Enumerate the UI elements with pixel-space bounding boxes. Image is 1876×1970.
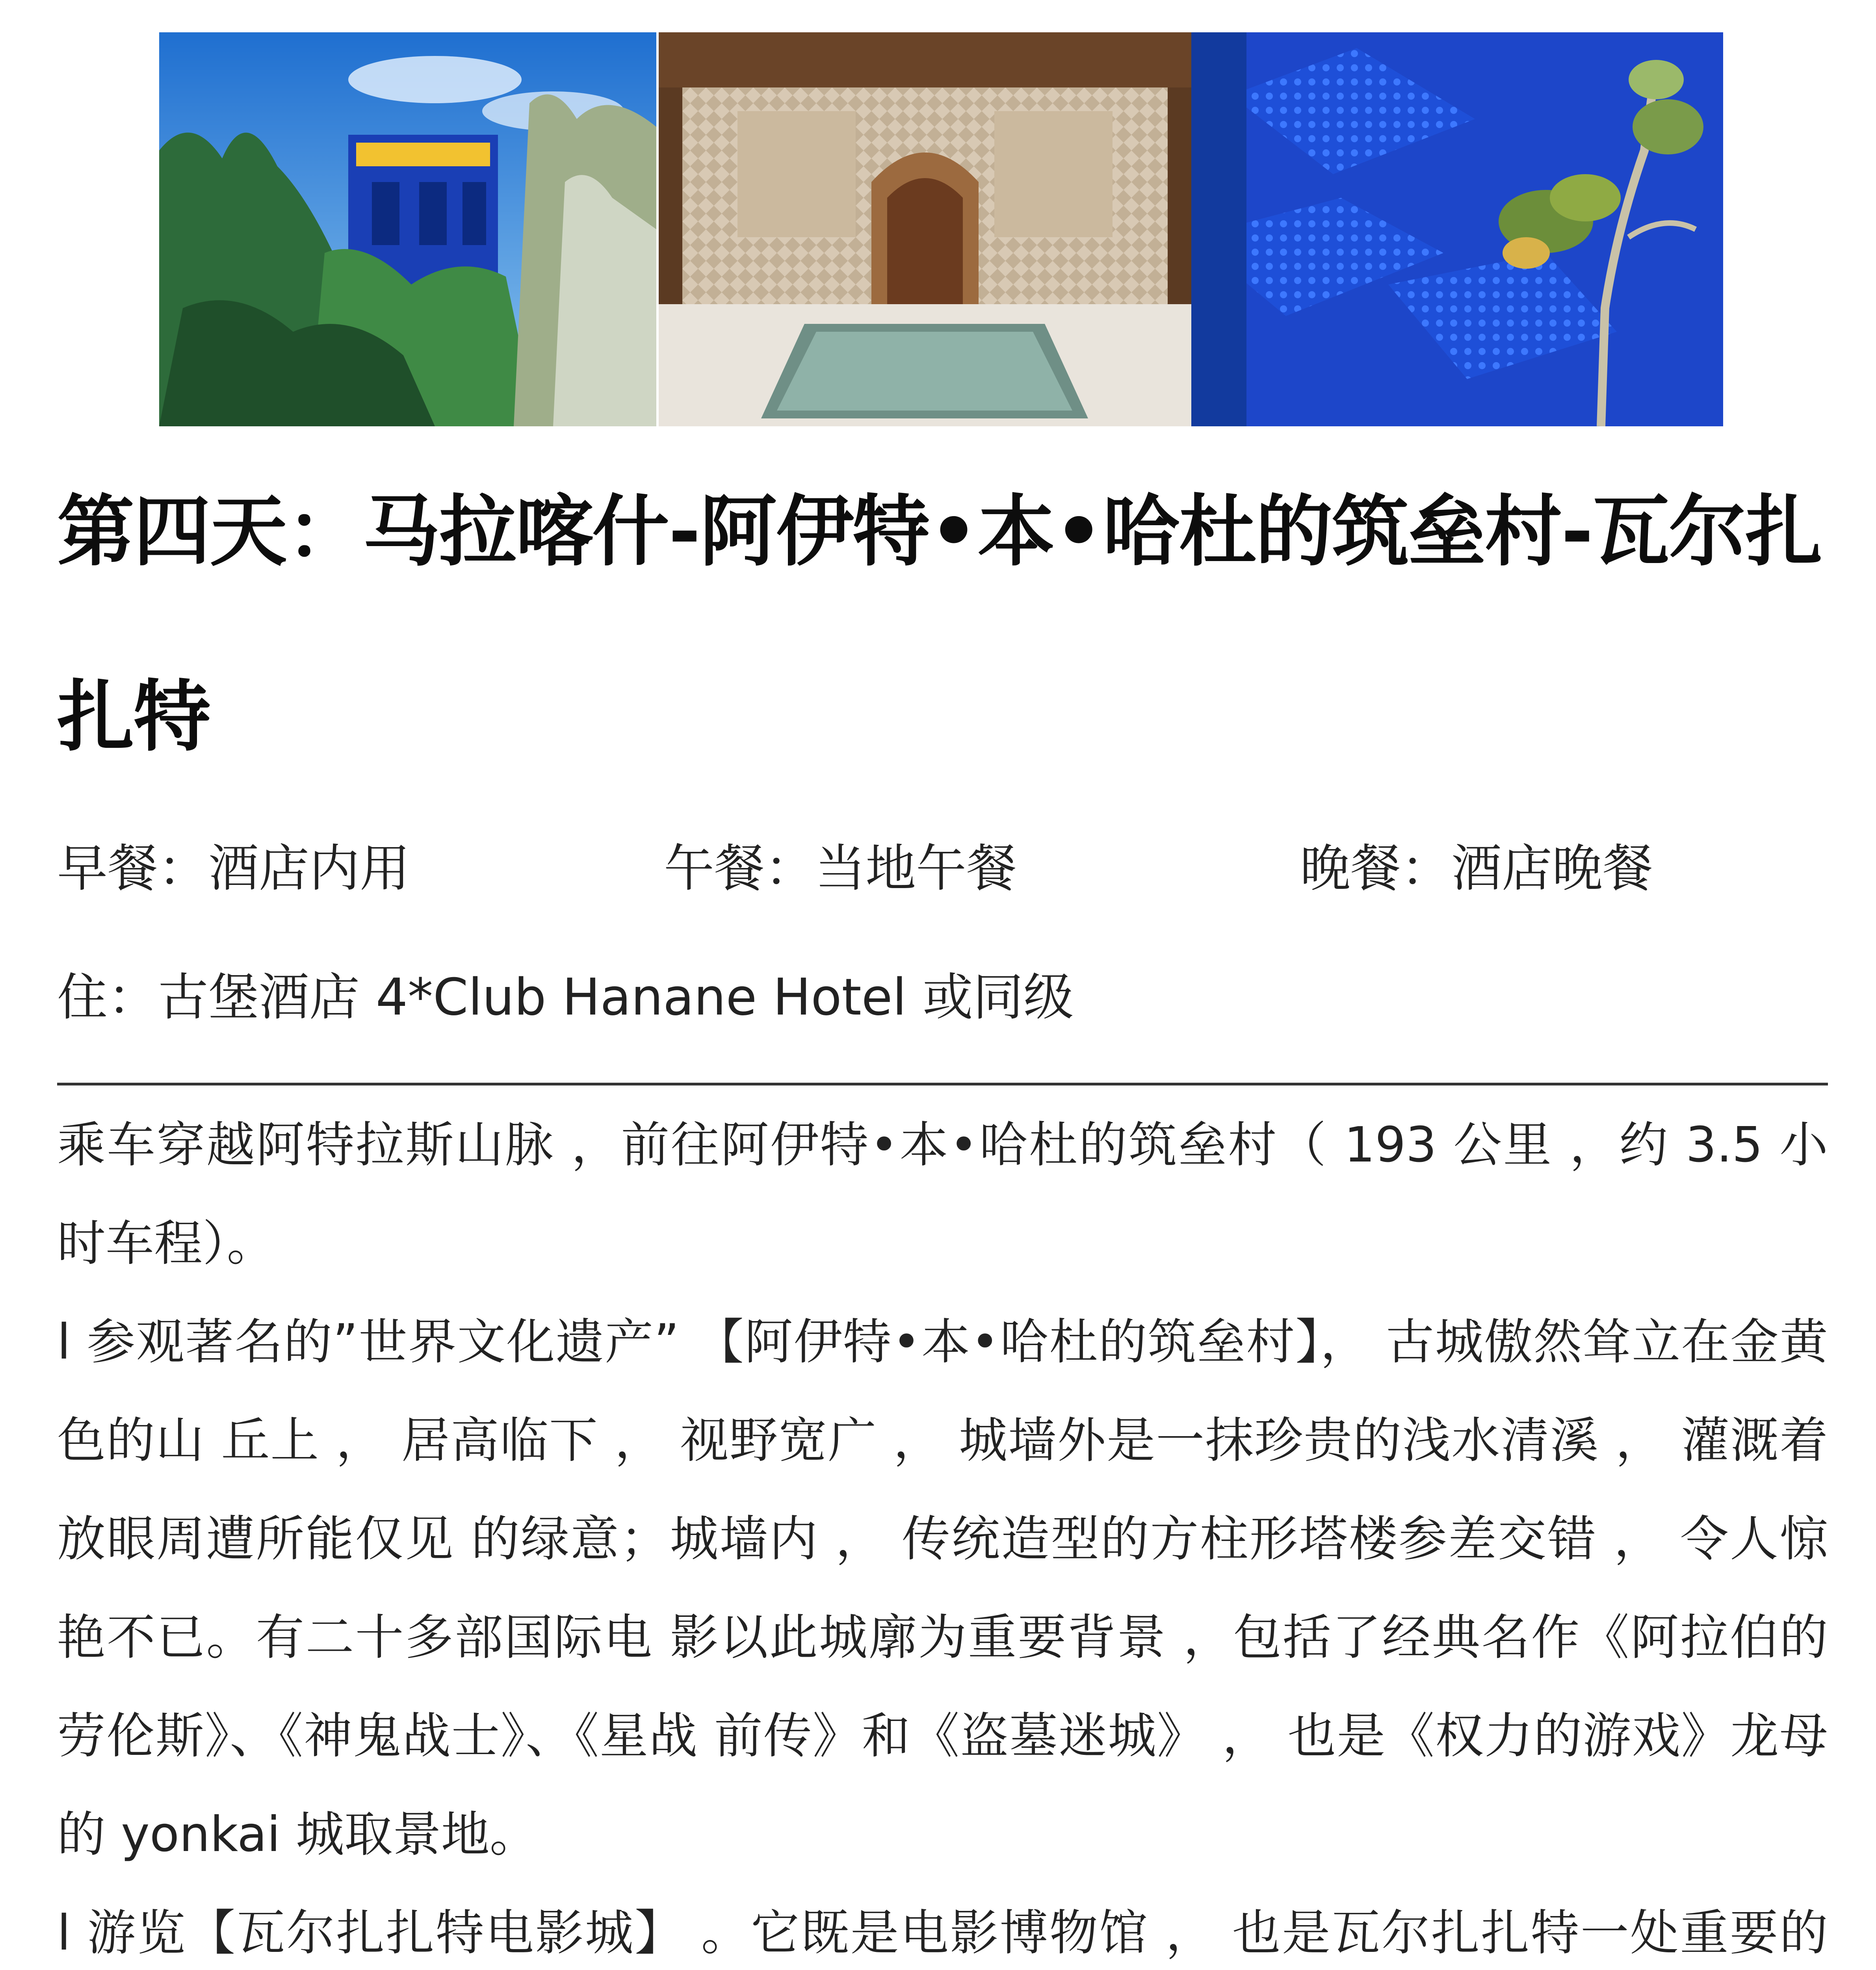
itinerary-paragraph: 乘车穿越阿特拉斯山脉 ，前往阿伊特•本•哈杜的筑垒村（ 193 公里 ，约 3.5 小时车程）。 (57, 1117, 1828, 1272)
meals-row (57, 829, 1830, 908)
photo-strip (159, 32, 1723, 426)
blue-wall-plant-photo (1191, 32, 1723, 426)
itinerary-paragraph: l 参观著名的”世界文化遗产” 【阿伊特•本•哈杜的筑垒村】， 古城傲然耸立在金黄色的山 丘上 ， 居高临下 ， 视野宽广 ， 城墙外是一抹珍贵的浅水清溪 ， 灌溉着放眼周遭所能仅见 的绿意；城墙内 ， 传统造型的方柱形塔楼参差交错 ， 令人惊艳不已。有二十多部国际电 影以此城廓为重要背景 ，包括了经典名作《阿拉伯的劳伦斯》、《神鬼战士》、《星战 前传》和《盗墓迷城》 ， 也是《权力的游戏》龙母的 yonkai 城取景地。 (57, 1314, 1828, 1863)
madrasa-courtyard-photo (659, 32, 1191, 426)
breakfast-info: 早餐：酒店内用 (57, 839, 410, 898)
itinerary-body (57, 1096, 1828, 1970)
lunch-info: 午餐：当地午餐 (664, 839, 1017, 898)
itinerary-paragraph: l 游览【瓦尔扎扎特电影城】 。它既是电影博物馆 ， 也是瓦尔扎扎特一处重要的 (57, 1905, 1828, 1961)
accommodation-info: 住：古堡酒店 4*Club Hanane Hotel 或同级 (57, 968, 1074, 1027)
page-title: 第四天：马拉喀什-阿伊特•本•哈杜的筑垒村-瓦尔扎扎特 (57, 487, 1822, 762)
dinner-info: 晚餐：酒店晚餐 (1300, 839, 1653, 898)
majorelle-garden-photo (159, 32, 656, 426)
divider (57, 1083, 1828, 1085)
